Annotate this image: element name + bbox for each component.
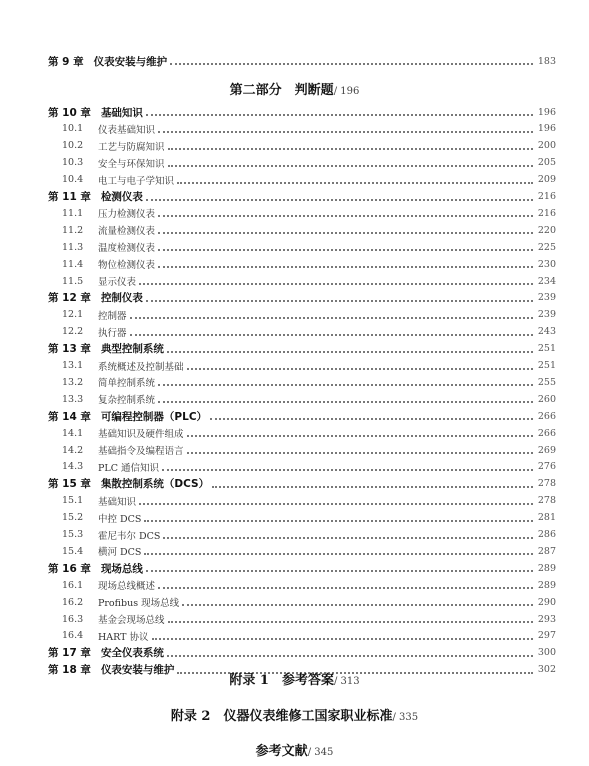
section-title: 安全与环保知识 — [98, 158, 165, 170]
dot-leader — [158, 394, 533, 404]
chapter-title: 基础知识 — [100, 106, 143, 119]
page-number: 276 — [537, 461, 556, 473]
chapter-number: 第 11 章 — [48, 191, 91, 203]
section-number: 15.2 — [62, 512, 84, 524]
section-title: 基金会现场总线 — [98, 615, 165, 626]
toc-chapter[interactable] — [48, 341, 556, 357]
toc-section[interactable] — [48, 273, 556, 289]
page-number: 286 — [537, 529, 556, 540]
section-number: 16.2 — [62, 596, 84, 608]
appendix-2-title: 附录 2 仪器仪表维修工国家职业标准 — [170, 709, 393, 724]
section-title: 横河 DCS — [98, 547, 142, 559]
page-number: 239 — [537, 292, 556, 304]
page-number: 269 — [537, 444, 556, 456]
dot-leader — [146, 107, 533, 117]
chapter-title: 仪表安装与维护 — [93, 55, 168, 68]
dot-leader — [130, 327, 533, 337]
toc-section[interactable] — [48, 628, 556, 644]
toc-section[interactable] — [48, 493, 556, 509]
part-page: / 196 — [333, 86, 360, 97]
toc-chapter-9[interactable] — [48, 53, 556, 69]
section-number: 12.1 — [62, 309, 84, 321]
chapter-title: 可编程控制器（PLC） — [100, 410, 208, 423]
section-number: 15.4 — [62, 545, 84, 557]
section-number: 11.2 — [62, 224, 84, 236]
section-title: HART 协议 — [98, 631, 149, 643]
dot-leader — [146, 563, 533, 573]
chapter-number: 第 16 章 — [48, 562, 91, 575]
chapter-number: 第 10 章 — [48, 106, 91, 119]
references-heading[interactable] — [0, 740, 589, 759]
page-number: 281 — [537, 512, 556, 524]
page-number: 289 — [537, 562, 556, 574]
toc-section[interactable] — [48, 358, 556, 374]
section-number: 10.1 — [62, 123, 84, 135]
part-title: 第二部分 判断题 — [229, 83, 334, 98]
section-number: 14.1 — [62, 427, 84, 439]
section-title: 温度检测仪表 — [98, 243, 156, 255]
appendix-2-heading[interactable] — [0, 705, 589, 724]
dot-leader — [158, 225, 533, 235]
page-number: 230 — [537, 258, 556, 270]
section-number: 10.3 — [62, 157, 84, 169]
page-number: 239 — [537, 309, 556, 321]
chapter-number: 第 18 章 — [48, 664, 91, 677]
section-title: 系统概述及控制基础 — [98, 361, 184, 373]
section-number: 16.1 — [62, 579, 84, 591]
section-title: 基础知识 — [98, 496, 137, 508]
toc-chapter[interactable] — [48, 104, 556, 120]
section-number: 13.1 — [62, 360, 84, 371]
section-title: 中控 DCS — [98, 513, 142, 525]
page-number: 287 — [537, 545, 556, 557]
page-number: 205 — [537, 157, 556, 169]
toc-section[interactable] — [48, 256, 556, 272]
page-number: 251 — [537, 343, 556, 355]
page-number: 216 — [537, 207, 556, 219]
dot-leader — [210, 411, 533, 421]
section-title: 物位检测仪表 — [98, 260, 156, 272]
section-title: 基础指令及编程语言 — [98, 446, 184, 457]
dot-leader — [182, 597, 533, 607]
references-title: 参考文献 — [255, 744, 308, 759]
dot-leader — [187, 445, 533, 455]
section-number: 16.4 — [62, 630, 84, 642]
dot-leader — [168, 141, 533, 151]
page-number: 196 — [537, 123, 556, 135]
chapter-title: 典型控制系统 — [100, 343, 164, 356]
chapter-number: 第 9 章 — [48, 55, 84, 68]
toc-chapter[interactable] — [48, 560, 556, 576]
toc-section[interactable] — [48, 121, 556, 137]
chapter-number: 第 14 章 — [48, 410, 91, 423]
chapter-number: 第 15 章 — [48, 478, 91, 491]
section-title: 现场总线概述 — [98, 581, 156, 593]
page-number: 297 — [537, 630, 556, 642]
toc-section[interactable] — [48, 307, 556, 323]
chapter-title: 现场总线 — [100, 562, 143, 575]
page-number: 183 — [537, 55, 556, 67]
toc-chapter[interactable] — [48, 645, 556, 661]
page-number: 209 — [537, 174, 556, 186]
chapter-title: 安全仪表系统 — [100, 647, 164, 660]
appendix-1-title: 附录 1 参考答案 — [229, 673, 334, 688]
dot-leader — [152, 631, 534, 641]
section-title: Profibus 现场总线 — [98, 598, 180, 610]
dot-leader — [163, 530, 533, 540]
section-number: 14.2 — [62, 444, 84, 456]
section-number: 11.5 — [62, 275, 84, 287]
section-number: 15.1 — [62, 495, 84, 507]
toc-section[interactable] — [48, 543, 556, 559]
toc-section[interactable] — [48, 527, 556, 543]
dot-leader — [158, 580, 533, 590]
chapter-number: 第 13 章 — [48, 343, 91, 356]
page-number: 278 — [537, 478, 556, 490]
page-number: 234 — [537, 275, 556, 287]
section-title: 显示仪表 — [98, 277, 137, 288]
dot-leader — [139, 496, 533, 506]
dot-leader — [168, 614, 533, 624]
page-number: 243 — [537, 326, 556, 338]
references-page: / 345 — [307, 747, 334, 758]
page-number: 289 — [537, 579, 556, 591]
appendix-1-page: / 313 — [333, 676, 360, 687]
section-number: 11.1 — [62, 207, 84, 219]
section-number: 13.2 — [62, 376, 84, 388]
toc-chapter[interactable] — [48, 290, 556, 306]
chapter-title: 控制仪表 — [100, 292, 143, 305]
dot-leader — [167, 648, 533, 658]
dot-leader — [177, 175, 533, 185]
toc-chapter[interactable] — [48, 476, 556, 492]
page-number: 251 — [537, 360, 556, 371]
page-number: 216 — [537, 191, 556, 202]
dot-leader — [144, 546, 533, 556]
section-title: 电工与电子学知识 — [98, 175, 175, 187]
page-number: 300 — [537, 647, 556, 659]
dot-leader — [170, 56, 533, 66]
section-title: 仪表基础知识 — [98, 124, 156, 136]
section-number: 13.3 — [62, 393, 84, 405]
toc-section[interactable] — [48, 324, 556, 340]
page-number: 200 — [537, 140, 556, 152]
toc-section[interactable] — [48, 425, 556, 441]
section-number: 10.2 — [62, 140, 84, 152]
section-number: 12.2 — [62, 326, 84, 338]
toc-section[interactable] — [48, 138, 556, 154]
section-title: 霍尼韦尔 DCS — [98, 530, 161, 542]
toc-chapter[interactable] — [48, 408, 556, 424]
section-title: 执行器 — [98, 327, 127, 339]
toc-section[interactable] — [48, 611, 556, 627]
section-title: 流量检测仪表 — [98, 226, 156, 238]
toc-section[interactable] — [48, 374, 556, 390]
section-title: 压力检测仪表 — [98, 209, 156, 221]
toc-section[interactable] — [48, 239, 556, 255]
section-number: 14.3 — [62, 461, 84, 473]
section-number: 11.4 — [62, 258, 84, 270]
toc-chapter[interactable] — [48, 189, 556, 205]
toc-section[interactable] — [48, 155, 556, 171]
dot-leader — [130, 310, 533, 320]
page-number: 278 — [537, 495, 556, 507]
chapter-title: 检测仪表 — [100, 191, 143, 203]
dot-leader — [158, 124, 533, 134]
section-title: 复杂控制系统 — [98, 395, 156, 407]
dot-leader — [162, 462, 533, 472]
page-number: 260 — [537, 393, 556, 405]
dot-leader — [158, 377, 533, 387]
toc-section[interactable] — [48, 510, 556, 526]
page-number: 290 — [537, 596, 556, 608]
toc-section[interactable] — [48, 442, 556, 458]
chapter-number: 第 17 章 — [48, 647, 91, 660]
page-number: 196 — [537, 106, 556, 118]
dot-leader — [158, 242, 533, 252]
dot-leader — [158, 259, 533, 269]
section-number: 10.4 — [62, 174, 84, 186]
section-title: 控制器 — [98, 310, 127, 322]
dot-leader — [187, 428, 533, 438]
toc-section[interactable] — [48, 577, 556, 593]
section-title: 工艺与防腐知识 — [98, 141, 165, 153]
dot-leader — [144, 513, 533, 523]
page-number: 225 — [537, 241, 556, 253]
page-number: 302 — [537, 664, 556, 676]
appendix-1-heading[interactable] — [0, 669, 589, 688]
dot-leader — [146, 293, 533, 303]
dot-leader — [212, 479, 533, 489]
dot-leader — [168, 158, 533, 168]
section-title: PLC 通信知识 — [98, 462, 159, 474]
toc-section[interactable] — [48, 205, 556, 221]
toc-section[interactable] — [48, 391, 556, 407]
page-number: 266 — [537, 427, 556, 439]
appendix-2-page: / 335 — [392, 712, 419, 723]
page-number: 220 — [537, 224, 556, 236]
chapter-number: 第 12 章 — [48, 292, 91, 305]
page-number: 255 — [537, 376, 556, 388]
part-heading[interactable] — [0, 79, 589, 98]
page-number: 266 — [537, 410, 556, 422]
toc-section[interactable] — [48, 594, 556, 610]
dot-leader — [139, 276, 533, 286]
toc-section[interactable] — [48, 172, 556, 188]
dot-leader — [167, 344, 533, 354]
section-title: 简单控制系统 — [98, 378, 156, 390]
page-number: 293 — [537, 613, 556, 625]
dot-leader — [146, 192, 533, 202]
toc-section[interactable] — [48, 459, 556, 475]
dot-leader — [158, 208, 533, 218]
dot-leader — [187, 361, 533, 371]
section-number: 11.3 — [62, 241, 84, 253]
section-title: 基础知识及硬件组成 — [98, 429, 184, 441]
chapter-title: 集散控制系统（DCS） — [100, 478, 210, 491]
toc-section[interactable] — [48, 222, 556, 238]
section-number: 15.3 — [62, 529, 84, 540]
chapter-title: 仪表安装与维护 — [100, 664, 175, 677]
section-number: 16.3 — [62, 613, 84, 625]
